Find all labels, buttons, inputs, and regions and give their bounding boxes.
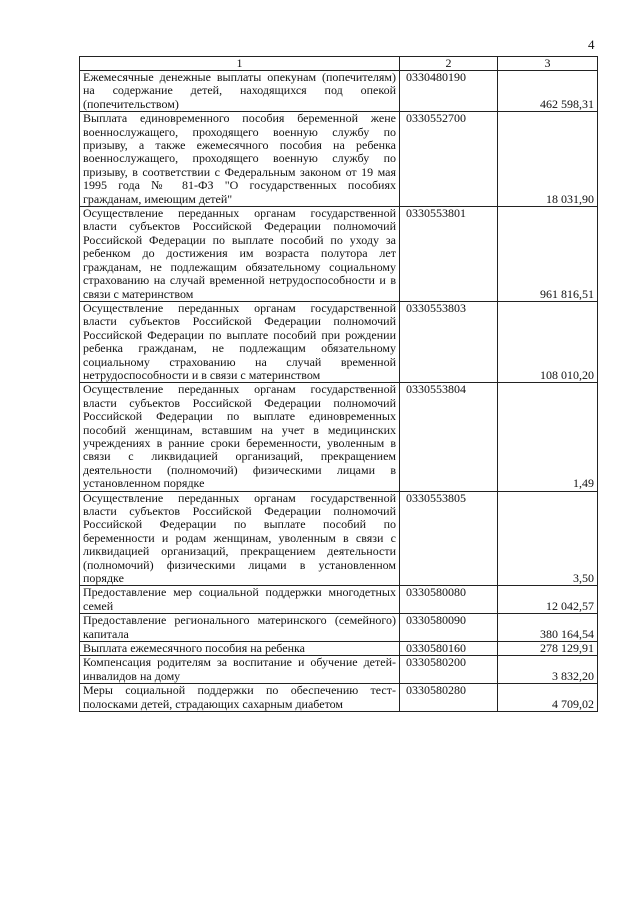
column-header-2: 2 bbox=[400, 57, 498, 71]
row-description: Осуществление переданных органам государственной власти субъектов Российской Федерации полномочий Российской Федерации по выплате единовременных пособий женщинам, вставшим на учет в медицинских учреждениях в ранние сроки беременности, уволенным в связи с ликвидацией организаций, прекращением деятельности (полномочий) физическими лицами в установленном порядке bbox=[80, 383, 400, 491]
row-description: Предоставление регионального материнского (семейного) капитала bbox=[80, 614, 400, 642]
row-amount: 380 164,54 bbox=[498, 614, 598, 642]
table-row bbox=[80, 207, 598, 302]
table-row bbox=[80, 586, 598, 614]
row-amount: 4 709,02 bbox=[498, 684, 598, 712]
row-amount: 3 832,20 bbox=[498, 656, 598, 684]
table-row bbox=[80, 656, 598, 684]
column-header-3: 3 bbox=[498, 57, 598, 71]
row-amount: 18 031,90 bbox=[498, 112, 598, 207]
row-amount: 961 816,51 bbox=[498, 207, 598, 302]
row-code: 0330553804 bbox=[400, 383, 498, 491]
row-description: Меры социальной поддержки по обеспечению тест-полосками детей, страдающих сахарным диабетом bbox=[80, 684, 400, 712]
row-amount: 12 042,57 bbox=[498, 586, 598, 614]
row-code: 0330580090 bbox=[400, 614, 498, 642]
table-row bbox=[80, 614, 598, 642]
table-header-row bbox=[80, 57, 598, 71]
row-description: Выплата ежемесячного пособия на ребенка bbox=[80, 642, 400, 656]
row-description: Осуществление переданных органам государственной власти субъектов Российской Федерации полномочий Российской Федерации по выплате пособий при рождении ребенка гражданам, не подлежащим обязательному социальному страхованию на случай временной нетрудоспособности и в связи с материнством bbox=[80, 301, 400, 382]
row-code: 0330552700 bbox=[400, 112, 498, 207]
row-code: 0330480190 bbox=[400, 71, 498, 112]
row-amount: 462 598,31 bbox=[498, 71, 598, 112]
table-row bbox=[80, 301, 598, 382]
table-row bbox=[80, 383, 598, 491]
row-code: 0330580200 bbox=[400, 656, 498, 684]
row-code: 0330580160 bbox=[400, 642, 498, 656]
row-code: 0330553801 bbox=[400, 207, 498, 302]
table-row bbox=[80, 642, 598, 656]
row-description: Осуществление переданных органам государственной власти субъектов Российской Федерации полномочий Российской Федерации по выплате пособий по уходу за ребенком до достижения им возраста полутора лет гражданам, не подлежащим обязательному социальному страхованию на случай временной нетрудоспособности и в связи с материнством bbox=[80, 207, 400, 302]
row-amount: 278 129,91 bbox=[498, 642, 598, 656]
table-row bbox=[80, 71, 598, 112]
row-code: 0330580080 bbox=[400, 586, 498, 614]
row-description: Компенсация родителям за воспитание и обучение детей-инвалидов на дому bbox=[80, 656, 400, 684]
row-description: Предоставление мер социальной поддержки многодетных семей bbox=[80, 586, 400, 614]
column-header-1: 1 bbox=[80, 57, 400, 71]
row-amount: 1,49 bbox=[498, 383, 598, 491]
table-row bbox=[80, 491, 598, 586]
row-amount: 108 010,20 bbox=[498, 301, 598, 382]
row-code: 0330553805 bbox=[400, 491, 498, 586]
row-description: Ежемесячные денежные выплаты опекунам (попечителям) на содержание детей, находящихся под опекой (попечительством) bbox=[80, 71, 400, 112]
table-row bbox=[80, 684, 598, 712]
row-amount: 3,50 bbox=[498, 491, 598, 586]
row-description: Выплата единовременного пособия беременной жене военнослужащего, проходящего военную службу по призыву, а также ежемесячного пособия на ребенка военнослужащего, проходящего военную службу по призыву, в соответствии с Федеральным законом от 19 мая 1995 года № 81-ФЗ "О государственных пособиях гражданам, имеющим детей" bbox=[80, 112, 400, 207]
page-number: 4 bbox=[588, 37, 595, 52]
row-code: 0330553803 bbox=[400, 301, 498, 382]
budget-table bbox=[79, 56, 598, 712]
row-description: Осуществление переданных органам государственной власти субъектов Российской Федерации полномочий Российской Федерации по выплате пособий по беременности и родам женщинам, уволенным в связи с ликвидацией организаций, прекращением деятельности (полномочий) физическими лицами в установленном порядке bbox=[80, 491, 400, 586]
row-code: 0330580280 bbox=[400, 684, 498, 712]
table-row bbox=[80, 112, 598, 207]
